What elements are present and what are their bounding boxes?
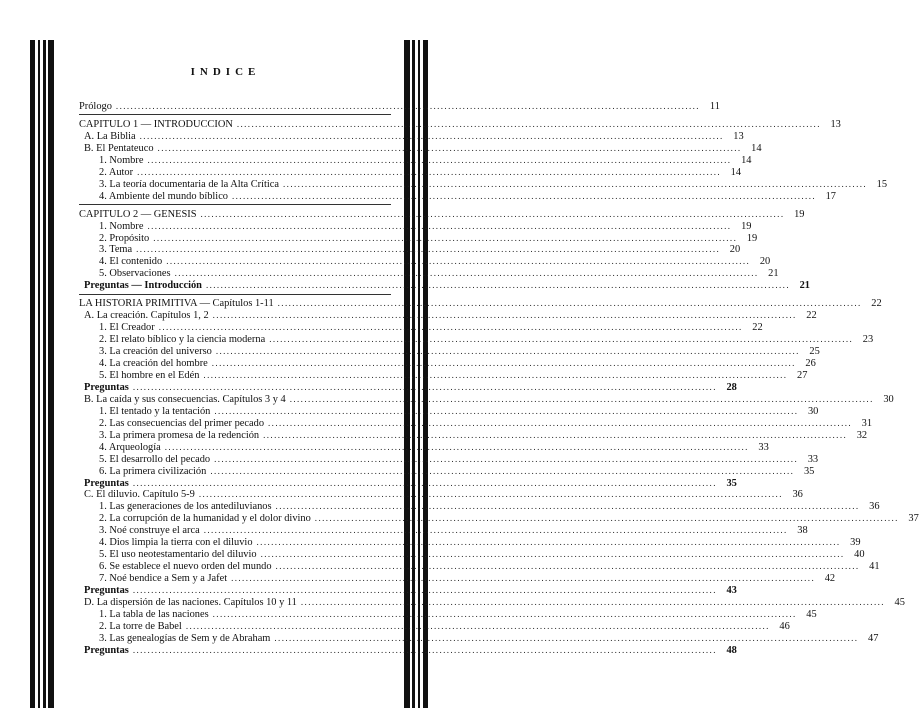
toc-entry-page: 46 xyxy=(779,620,790,632)
toc-entry-title: Preguntas xyxy=(84,381,129,393)
toc-entry-title: CAPITULO 2 — GENESIS xyxy=(79,208,197,220)
toc-entry-title: Prólogo xyxy=(79,101,112,112)
toc-entry-title: 1. El tentado y la tentación xyxy=(99,405,211,417)
toc-entry-page: 33 xyxy=(758,441,769,453)
toc-entry-title: 4. Dios limpia la tierra con el diluvio xyxy=(99,537,253,549)
page-title: INDICE xyxy=(190,66,261,78)
toc-entry-title: 1. Las generaciones de los antediluvianos xyxy=(99,501,272,513)
dot-leader: ................................................................................................................................................................ xyxy=(212,310,797,321)
toc-entry-title: C. El diluvio. Capítulo 5-9 xyxy=(84,489,195,501)
dot-leader: ................................................................................................................................................................ xyxy=(260,549,845,560)
toc-entry xyxy=(79,488,803,501)
toc-entry-page: 32 xyxy=(856,429,868,441)
toc-entry xyxy=(79,243,741,256)
section-divider xyxy=(79,114,391,115)
toc-entry-page: 22 xyxy=(806,310,817,322)
dot-leader: ................................................................................................................................................................ xyxy=(274,632,859,643)
dot-leader: ................................................................................................................................................................ xyxy=(277,298,862,309)
toc-entry-page: 35 xyxy=(726,477,737,489)
toc-entry-title: D. La dispersión de las naciones. Capítulos 10 y 11 xyxy=(84,597,297,608)
toc-entry xyxy=(79,369,808,381)
dot-leader: ................................................................................................................................................................ xyxy=(158,322,743,333)
toc-entry xyxy=(79,441,769,453)
toc-entry-page: 27 xyxy=(797,369,808,381)
toc-entry-page: 22 xyxy=(871,298,882,310)
toc-entry-title: 3. Tema xyxy=(99,244,133,256)
toc-entry-page: 26 xyxy=(805,358,816,369)
toc-entry-title: 2. Propósito xyxy=(99,232,150,244)
toc-entry-page: 43 xyxy=(726,585,737,597)
toc-entry-page: 20 xyxy=(759,256,771,268)
toc-entry-page: 41 xyxy=(869,561,880,573)
toc-entry-title: 4. Ambiente del mundo bíblico xyxy=(99,190,228,202)
dot-leader: ................................................................................................................................................................ xyxy=(275,561,860,572)
dot-leader: ................................................................................................................................................................ xyxy=(139,130,724,141)
toc-entry-title: 6. La primera civilización xyxy=(99,465,207,477)
dot-leader: ................................................................................................................................................................ xyxy=(132,644,717,655)
dot-leader: ................................................................................................................................................................ xyxy=(263,429,848,440)
toc-entry-page: 33 xyxy=(807,453,819,465)
dot-leader: ................................................................................................................................................................ xyxy=(166,256,751,267)
toc-entry xyxy=(79,381,737,393)
toc-entry xyxy=(79,255,771,268)
toc-entry xyxy=(79,429,868,441)
toc-entry-page: 30 xyxy=(883,393,894,405)
toc-entry xyxy=(79,321,763,334)
toc-entry-page: 19 xyxy=(741,220,752,232)
toc-entry xyxy=(79,548,865,561)
toc-entry-page: 17 xyxy=(825,190,836,202)
toc-entry-page: 13 xyxy=(733,130,744,142)
toc-entry-title: 5. El desarrollo del pecado xyxy=(99,453,211,465)
toc-entry-title: 2. Las consecuencias del primer pecado xyxy=(99,417,265,429)
dot-leader: ................................................................................................................................................................ xyxy=(132,381,717,392)
left-border-bar xyxy=(30,40,35,708)
toc-entry xyxy=(79,405,819,417)
left-border-bar xyxy=(38,40,40,708)
dot-leader: ................................................................................................................................................................ xyxy=(275,501,860,512)
toc-entry-page: 23 xyxy=(862,334,874,346)
toc-entry xyxy=(79,512,919,525)
toc-entry xyxy=(79,584,737,597)
left-border-bar xyxy=(43,40,46,708)
dot-leader: ................................................................................................................................................................ xyxy=(283,178,868,189)
toc-entry-title: 3. La primera promesa de la redención xyxy=(99,429,260,441)
toc-entry-title: 1. El Creador xyxy=(99,322,155,334)
toc-entry-page: 39 xyxy=(850,537,861,549)
dot-leader: ................................................................................................................................................................ xyxy=(212,608,797,619)
dot-leader: ................................................................................................................................................................ xyxy=(185,620,770,631)
toc-entry xyxy=(79,560,880,573)
dot-leader: ................................................................................................................................................................ xyxy=(203,369,788,380)
toc-entry-page: 30 xyxy=(807,405,819,417)
dot-leader: ................................................................................................................................................................ xyxy=(137,166,722,177)
dot-leader: ................................................................................................................................................................ xyxy=(214,453,799,464)
toc-entry xyxy=(79,596,905,608)
toc-entry-title: 2. El relato bíblico y la ciencia moderna xyxy=(99,334,266,346)
dot-leader: ................................................................................................................................................................ xyxy=(200,208,785,219)
toc-entry-title: 1. La tabla de las naciones xyxy=(99,608,209,620)
toc-entry xyxy=(79,393,894,405)
toc-entry xyxy=(79,465,815,477)
toc-entry-title: 5. El hombre en el Edén xyxy=(99,369,200,381)
toc-entry-title: A. La creación. Capítulos 1, 2 xyxy=(84,310,209,322)
toc-entry-title: Preguntas xyxy=(84,477,129,489)
toc-entry xyxy=(79,297,882,310)
toc-entry xyxy=(79,644,737,656)
toc-entry xyxy=(79,220,752,232)
toc-entry xyxy=(79,620,790,632)
toc-entry-page: 11 xyxy=(709,101,720,112)
toc-entry xyxy=(79,267,779,280)
toc-entry-page: 45 xyxy=(806,608,817,620)
dot-leader: ................................................................................................................................................................ xyxy=(136,244,721,255)
toc-entry-title: B. La caída y sus consecuencias. Capítulos 3 y 4 xyxy=(84,393,286,405)
dot-leader: ................................................................................................................................................................ xyxy=(153,232,738,243)
dot-leader: ................................................................................................................................................................ xyxy=(203,525,788,536)
dot-leader: ................................................................................................................................................................ xyxy=(289,393,874,404)
toc-entry-page: 25 xyxy=(809,346,820,358)
toc-entry xyxy=(79,232,758,244)
toc-entry-title: 5. El uso neotestamentario del diluvio xyxy=(99,549,257,561)
toc-entry-title: Preguntas xyxy=(84,644,129,656)
toc-entry-title: A. La Biblia xyxy=(84,130,136,142)
section-divider xyxy=(79,204,391,205)
toc-entry xyxy=(79,333,874,346)
toc-entry xyxy=(79,279,810,292)
toc-entry xyxy=(79,572,836,585)
toc-entry-title: 7. Noé bendice a Sem y a Jafet xyxy=(99,573,228,585)
dot-leader: ................................................................................................................................................................ xyxy=(157,142,742,153)
toc-entry xyxy=(79,524,808,537)
toc-entry-page: 19 xyxy=(746,232,758,244)
toc-entry-page: 14 xyxy=(730,166,742,178)
toc-entry-page: 21 xyxy=(799,280,810,292)
toc-entry-title: 2. La corrupción de la humanidad y el dolor divino xyxy=(99,513,311,525)
dot-leader: ................................................................................................................................................................ xyxy=(205,280,790,291)
toc-entry-title: 5. Observaciones xyxy=(99,268,171,280)
toc-entry-page: 22 xyxy=(752,322,763,334)
dot-leader: ................................................................................................................................................................ xyxy=(300,597,885,607)
toc-entry xyxy=(79,500,880,513)
toc-entry xyxy=(79,118,841,130)
dot-leader: ................................................................................................................................................................ xyxy=(132,477,717,488)
toc-entry-page: 35 xyxy=(803,465,815,477)
toc-entry xyxy=(79,154,752,166)
dot-leader: ................................................................................................................................................................ xyxy=(236,118,821,129)
dot-leader: ................................................................................................................................................................ xyxy=(164,441,749,452)
dot-leader: ................................................................................................................................................................ xyxy=(268,417,853,428)
toc-entry-page: 14 xyxy=(741,154,752,166)
toc-entry-title: 3. La teoría documentaria de la Alta Crítica xyxy=(99,178,280,190)
toc-entry xyxy=(79,345,820,358)
toc-entry-page: 21 xyxy=(768,268,779,280)
toc-entry-title: Preguntas xyxy=(84,585,129,597)
dot-leader: ................................................................................................................................................................ xyxy=(211,358,796,368)
toc-entry-page: 15 xyxy=(876,178,888,190)
dot-leader: ................................................................................................................................................................ xyxy=(210,465,795,476)
dot-leader: ................................................................................................................................................................ xyxy=(231,573,816,584)
toc-entry xyxy=(79,166,742,178)
dot-leader: ................................................................................................................................................................ xyxy=(215,346,800,357)
toc-entry xyxy=(79,100,720,112)
toc-entry-page: 19 xyxy=(794,208,805,220)
toc-entry-page: 28 xyxy=(726,381,737,393)
dot-leader: ................................................................................................................................................................ xyxy=(198,489,783,500)
dot-leader: ................................................................................................................................................................ xyxy=(174,268,759,279)
toc-entry-title: 2. La torre de Babel xyxy=(99,620,182,632)
dot-leader: ................................................................................................................................................................ xyxy=(147,220,732,231)
toc-entry xyxy=(79,142,762,154)
toc-entry xyxy=(79,608,817,620)
dot-leader: ................................................................................................................................................................ xyxy=(256,537,841,548)
dot-leader: ................................................................................................................................................................ xyxy=(269,334,854,345)
section-divider xyxy=(79,294,391,295)
toc-entry-page: 47 xyxy=(868,632,879,644)
toc-entry xyxy=(79,309,817,322)
toc-entry-title: 4. Arqueología xyxy=(99,441,161,453)
toc-entry xyxy=(79,178,888,190)
dot-leader: ................................................................................................................................................................ xyxy=(232,190,816,201)
toc-entry-title: Preguntas — Introducción xyxy=(84,280,202,292)
toc-entry xyxy=(79,417,873,429)
toc-entry xyxy=(79,208,805,220)
toc-entry-title: 3. Noé construye el arca xyxy=(99,525,200,537)
dot-leader: ................................................................................................................................................................ xyxy=(214,405,799,416)
toc-entry-page: 31 xyxy=(861,417,873,429)
toc-entry xyxy=(79,477,737,489)
toc-entry-page: 37 xyxy=(908,513,919,525)
toc-entry xyxy=(79,130,744,142)
toc-entry-title: 3. La creación del universo xyxy=(99,346,212,358)
dot-leader: ................................................................................................................................................................ xyxy=(132,585,717,596)
toc-entry xyxy=(79,190,836,202)
toc-entry-title: LA HISTORIA PRIMITIVA — Capítulos 1-11 xyxy=(79,298,274,310)
toc-entry-page: 36 xyxy=(792,489,803,501)
toc-entry-title: 2. Autor xyxy=(99,166,134,178)
toc-entry-page: 42 xyxy=(824,573,836,585)
left-border-bar xyxy=(48,40,54,708)
toc-entry-page: 14 xyxy=(751,142,762,154)
toc-entry-page: 40 xyxy=(854,549,865,561)
dot-leader: ................................................................................................................................................................ xyxy=(147,154,732,165)
toc-entry-page: 45 xyxy=(894,597,905,608)
dot-leader: ................................................................................................................................................................ xyxy=(314,513,899,524)
dot-leader: ................................................................................................................................................................ xyxy=(115,101,700,111)
toc-entry-title: 1. Nombre xyxy=(99,154,144,166)
toc-entry-title: B. El Pentateuco xyxy=(84,142,154,154)
toc-entry-title: 3. Las genealogías de Sem y de Abraham xyxy=(99,632,271,644)
toc-entry xyxy=(79,536,861,549)
toc-entry-title: 4. El contenido xyxy=(99,256,163,268)
toc-entry xyxy=(79,357,816,369)
toc-entry-page: 13 xyxy=(830,118,841,130)
toc-entry-page: 20 xyxy=(729,244,741,256)
toc-entry-page: 48 xyxy=(726,644,737,656)
toc-entry-page: 38 xyxy=(797,525,808,537)
toc-entry-title: 1. Nombre xyxy=(99,220,144,232)
toc-entry xyxy=(79,632,879,644)
toc-entry-title: 4. La creación del hombre xyxy=(99,358,208,369)
toc-entry-title: 6. Se establece el nuevo orden del mundo xyxy=(99,561,272,573)
toc-entry-page: 36 xyxy=(869,501,880,513)
toc-entry-title: CAPITULO 1 — INTRODUCCION xyxy=(79,118,233,130)
toc-entry xyxy=(79,453,819,465)
